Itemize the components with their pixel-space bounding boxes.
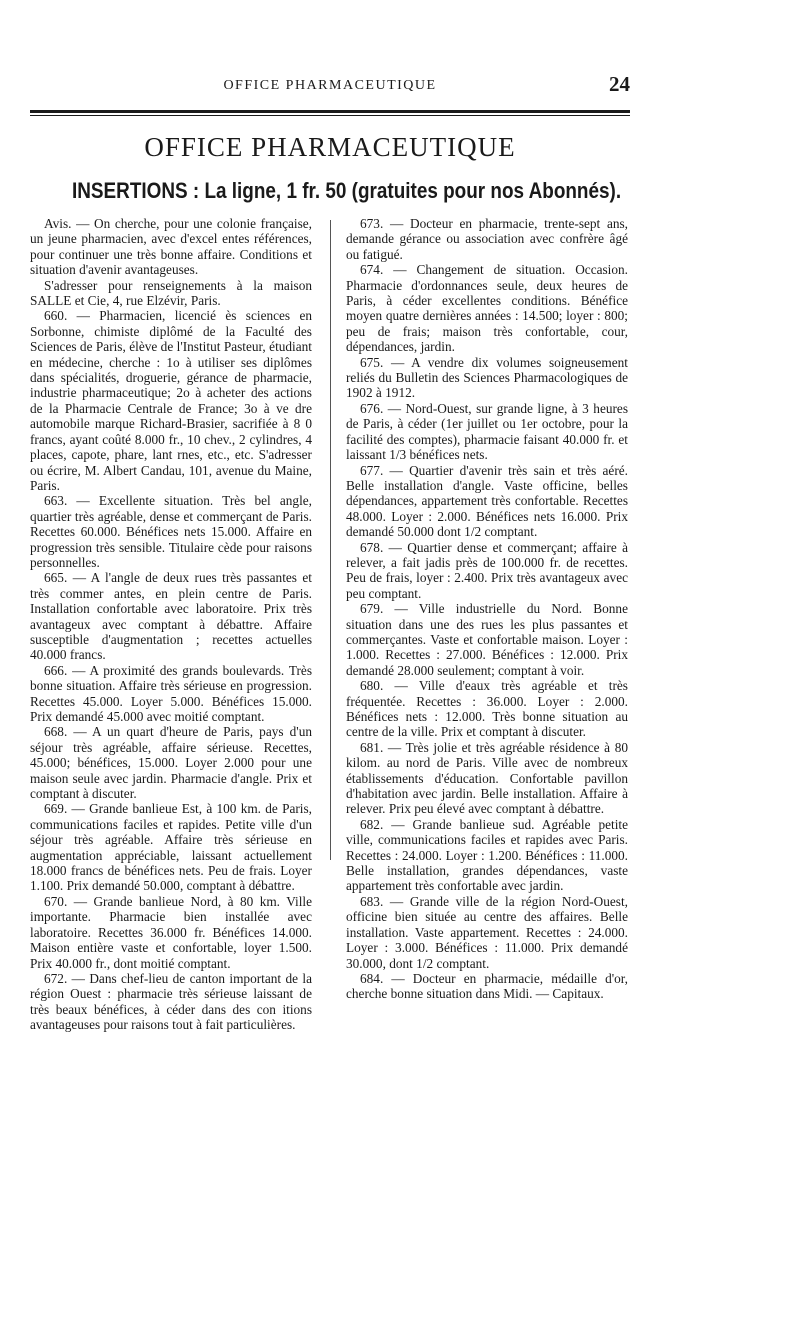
listing-entry: 681. — Très jolie et très agréable résidence à 80 kilom. au nord de Paris. Ville avec de nombreux établissements d'éducation. Confortable pavillon d'habitation avec jardin. Belle installation. Affaire à relever. Prix peu élevé avec comptant à débattre.: [346, 739, 628, 817]
page-number: 24: [609, 72, 630, 96]
listing-entry: 679. — Ville industrielle du Nord. Bonne situation dans une des rues les plus passantes et commerçantes. Vaste et confortable maison. Loyer : 1.000. Recettes : 27.000. Bénéfices : 12.000. Prix demandé 28.000 seulement; comptant à voir.: [346, 601, 628, 678]
listing-entry: 676. — Nord-Ouest, sur grande ligne, à 3 heures de Paris, à céder (1er juillet ou 1er octobre, pour la facilité des comptes), pharmacie faisant 40.000 fr. et laissant 1/3 bénéfices nets.: [346, 400, 628, 463]
insertions-notice: INSERTIONS : La ligne, 1 fr. 50 (gratuites pour nos Abonnés).: [72, 178, 622, 203]
listing-entry: Avis. — On cherche, pour une colonie française, un jeune pharmacien, avec d'excel entes références, pour continuer une très bonne affaire. Conditions et situation d'avenir avantageuses.: [30, 216, 312, 278]
header-rule: [30, 110, 630, 113]
right-column: [346, 216, 628, 1002]
listing-entry: 677. — Quartier d'avenir très sain et très aéré. Belle installation d'angle. Vaste officine, belles dépendances, appartement très confortable. Recettes 48.000. Loyer : 2.000. Bénéfices nets 16.000. Prix demandé 50.000 dont 1/2 comptant.: [346, 462, 628, 540]
listing-entry: 669. — Grande banlieue Est, à 100 km. de Paris, communications faciles et rapides. Petite ville d'un séjour très agréable. Affaire très sérieuse en augmentation appréciable, laissant actuellement 18.000 francs de bénéfices nets. Peu de frais. Loyer 1.100. Prix demandé 50.000, comptant à débattre.: [30, 801, 312, 894]
listing-entry: 666. — A proximité des grands boulevards. Très bonne situation. Affaire très sérieuse en progression. Recettes 45.000. Loyer 5.000. Bénéfices 15.000. Prix demandé 45.000 avec moitié comptant.: [30, 662, 312, 724]
listing-entry: 683. — Grande ville de la région Nord-Ouest, officine bien située au centre des affaires. Belle installation. Vaste appartement. Recettes : 24.000. Loyer : 3.000. Bénéfices : 11.000. Prix demandé 30.000, dont 1/2 comptant.: [346, 893, 628, 971]
listing-entry: 672. — Dans chef-lieu de canton important de la région Ouest : pharmacie très sérieuse laissant de très beaux bénéfices, à céder dans des con itions avantageuses pour raisons tout à fait particulières.: [30, 970, 312, 1033]
listing-entry: 684. — Docteur en pharmacie, médaille d'or, cherche bonne situation dans Midi. — Capitaux.: [346, 970, 628, 1002]
listing-entry: 673. — Docteur en pharmacie, trente-sept ans, demande gérance ou association avec confrère âgé ou fatigué.: [346, 216, 628, 262]
listing-entry: 665. — A l'angle de deux rues très passantes et très commer antes, en plein centre de Paris. Installation confortable avec laboratoire. Prix très avantageux avec comptant à débattre. Affaire susceptible d'augmentation ; recettes actuelles 40.000 francs.: [30, 570, 312, 663]
running-title: OFFICE PHARMACEUTIQUE: [223, 78, 437, 93]
listing-entry: 680. — Ville d'eaux très agréable et très fréquentée. Recettes : 36.000. Loyer : 2.000. Bénéfices nets : 12.000. Très bonne situation au centre de la ville. Prix et comptant à discuter.: [346, 678, 628, 740]
listing-entry: 678. — Quartier dense et commerçant; affaire à relever, a fait jadis près de 100.000 fr. de recettes. Peu de frais, loyer : 2.400. Prix très avantageux avec peu comptant.: [346, 539, 628, 601]
left-column: [30, 216, 312, 1033]
listing-entry: 668. — A un quart d'heure de Paris, pays d'un séjour très agréable, affaire sérieuse. Recettes, 45.000; bénéfices, 15.000. Loyer 2.000 pour une maison seule avec jardin. Pharmacie d'angle. Prix et comptant à discuter.: [30, 724, 312, 802]
column-divider: [330, 220, 331, 860]
listing-entry: 674. — Changement de situation. Occasion. Pharmacie d'ordonnances seule, deux heures de Paris, à céder excellentes conditions. Bénéfice moyen quatre dernières années : 14.500; loyer : 800; peu de frais; maison très confortable, cour, dépendances, jardin.: [346, 262, 628, 355]
listing-entry: 663. — Excellente situation. Très bel angle, quartier très agréable, dense et commerçant de Paris. Recettes 60.000. Bénéfices nets 15.000. Affaire en progression très sensible. Titulaire cède pour raisons personnelles.: [30, 493, 312, 570]
listing-entry: S'adresser pour renseignements à la maison SALLE et Cie, 4, rue Elzévir, Paris.: [30, 277, 312, 309]
listing-entry: 675. — A vendre dix volumes soigneusement reliés du Bulletin des Sciences Pharmacologiques de 1902 à 1912.: [346, 354, 628, 401]
page-header: [30, 72, 630, 102]
listing-entry: 682. — Grande banlieue sud. Agréable petite ville, communications faciles et rapides avec Paris. Recettes : 24.000. Loyer : 1.200. Bénéfices : 11.000. Belle installation, grandes dépendances, vaste appartement très confortable avec jardin.: [346, 816, 628, 894]
section-title: OFFICE PHARMACEUTIQUE: [144, 132, 516, 162]
listing-entry: 670. — Grande banlieue Nord, à 80 km. Ville importante. Pharmacie bien installée avec laboratoire. Recettes 36.000 fr. Bénéfices 14.000. Maison entière vaste et confortable, loyer 1.500. Prix 40.000 fr., dont moitié comptant.: [30, 893, 312, 971]
listing-entry: 660. — Pharmacien, licencié ès sciences en Sorbonne, chimiste diplômé de la Faculté des Sciences de Paris, élève de l'Institut Pasteur, étudiant en médecine, cherche : 1o à utiliser ses diplômes dans spécialités, droguerie, gérance de pharmacie, industrie pharmaceutique; 2o à acheter des actions de la Pharmacie Centrale de France; 3o à ve dre automobile marque Richard-Brasier, sacrifiée à 8 0 francs, ayant coûté 8.000 fr., 10 chev., 2 cylindres, 4 places, capote, phare, lant rnes, etc., etc. S'adresser ou écrire, M. Albert Candau, 101, avenue du Maine, Paris.: [30, 308, 312, 493]
